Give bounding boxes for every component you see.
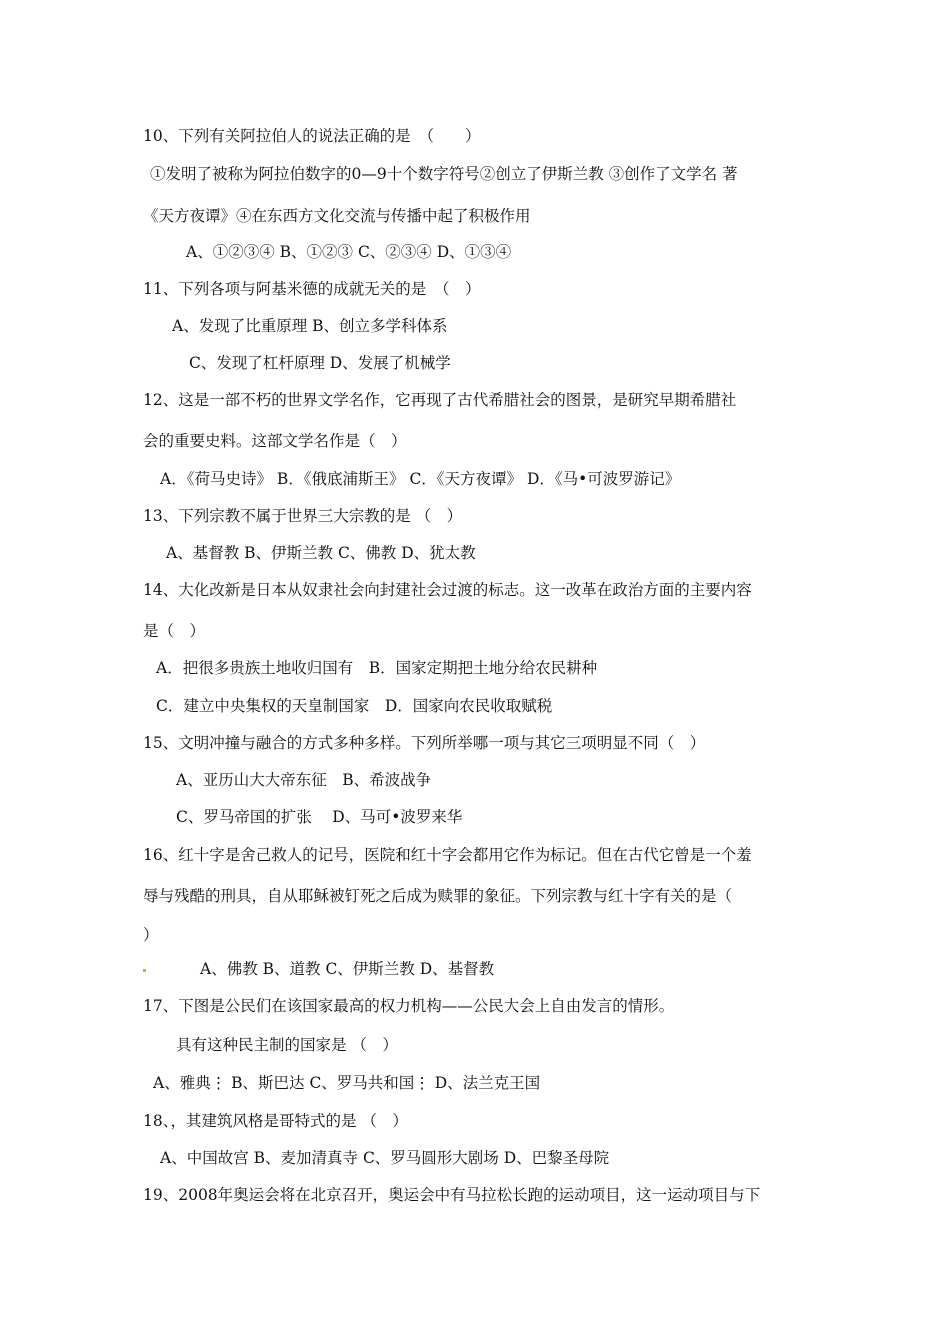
question-10-stem: 10、下列有关阿拉伯人的说法正确的是 （ ）	[143, 127, 481, 145]
question-18-options: A、中国故宫 B、麦加清真寺 C、罗马圆形大剧场 D、巴黎圣母院	[160, 1149, 610, 1167]
question-11-options: C、发现了杠杆原理 D、发展了机械学	[189, 354, 451, 372]
question-15-stem: 15、文明冲撞与融合的方式多种多样。下列所举哪一项与其它三项明显不同（ ）	[143, 734, 706, 752]
question-17-options: A、雅典⋮ B、斯巴达 C、罗马共和国⋮ D、法兰克王国	[153, 1074, 541, 1092]
question-15-options: A、亚历山大大帝东征 B、希波战争	[176, 771, 432, 789]
question-17-stem: 17、下图是公民们在该国家最高的权力机构——公民大会上自由发言的情形。	[143, 997, 675, 1015]
question-12-options: A．《荷马史诗》 B．《俄底浦斯王》 C．《天方夜谭》 D．《马•可波罗游记》	[160, 470, 681, 488]
question-13-stem: 13、下列宗教不属于世界三大宗教的是 （ ）	[143, 507, 463, 525]
question-10-statement: 《天方夜谭》④在东西方文化交流与传播中起了积极作用	[143, 207, 531, 225]
question-13-options: A、基督教 B、伊斯兰教 C、佛教 D、犹太教	[166, 544, 476, 562]
question-14-options: C．建立中央集权的天皇制国家 D．国家向农民收取赋税	[156, 697, 553, 715]
question-12-stem: 会的重要史料。这部文学名作是（ ）	[143, 432, 407, 450]
question-11-options: A、发现了比重原理 B、创立多学科体系	[172, 317, 448, 335]
question-14-stem: 14、大化改新是日本从奴隶社会向封建社会过渡的标志。这一改革在政治方面的主要内容	[143, 581, 752, 599]
question-16-stem: 辱与残酷的刑具，自从耶稣被钉死之后成为赎罪的象征。下列宗教与红十字有关的是（	[143, 887, 733, 905]
question-17-statement: 具有这种民主制的国家是 （ ）	[176, 1036, 398, 1054]
question-14-stem: 是（ ）	[143, 622, 206, 640]
question-16-options: A、佛教 B、道教 C、伊斯兰教 D、基督教	[200, 960, 495, 978]
question-19-stem: 19、2008年奥运会将在北京召开，奥运会中有马拉松长跑的运动项目，这一运动项目与下	[143, 1186, 761, 1204]
ink-speck	[143, 969, 146, 972]
question-14-options: A．把很多贵族土地收归国有 B．国家定期把土地分给农民耕种	[156, 659, 598, 677]
question-10-statement: ①发明了被称为阿拉伯数字的0—9十个数字符号②创立了伊斯兰教 ③创作了文学名 著	[150, 165, 738, 183]
question-10-options: A、①②③④ B、①②③ C、②③④ D、①③④	[186, 243, 512, 261]
question-12-stem: 12、这是一部不朽的世界文学名作，它再现了古代希腊社会的图景，是研究早期希腊社	[143, 391, 737, 409]
question-15-options: C、罗马帝国的扩张 D、马可•波罗来华	[176, 808, 463, 826]
question-18-stem: 18、，其建筑风格是哥特式的是 （ ）	[143, 1112, 408, 1130]
question-11-stem: 11、下列各项与阿基米德的成就无关的是 （ ）	[143, 280, 481, 298]
question-16-stem: ）	[143, 926, 159, 944]
question-16-stem: 16、红十字是舍己救人的记号，医院和红十字会都用它作为标记。但在古代它曾是一个羞	[143, 846, 752, 864]
